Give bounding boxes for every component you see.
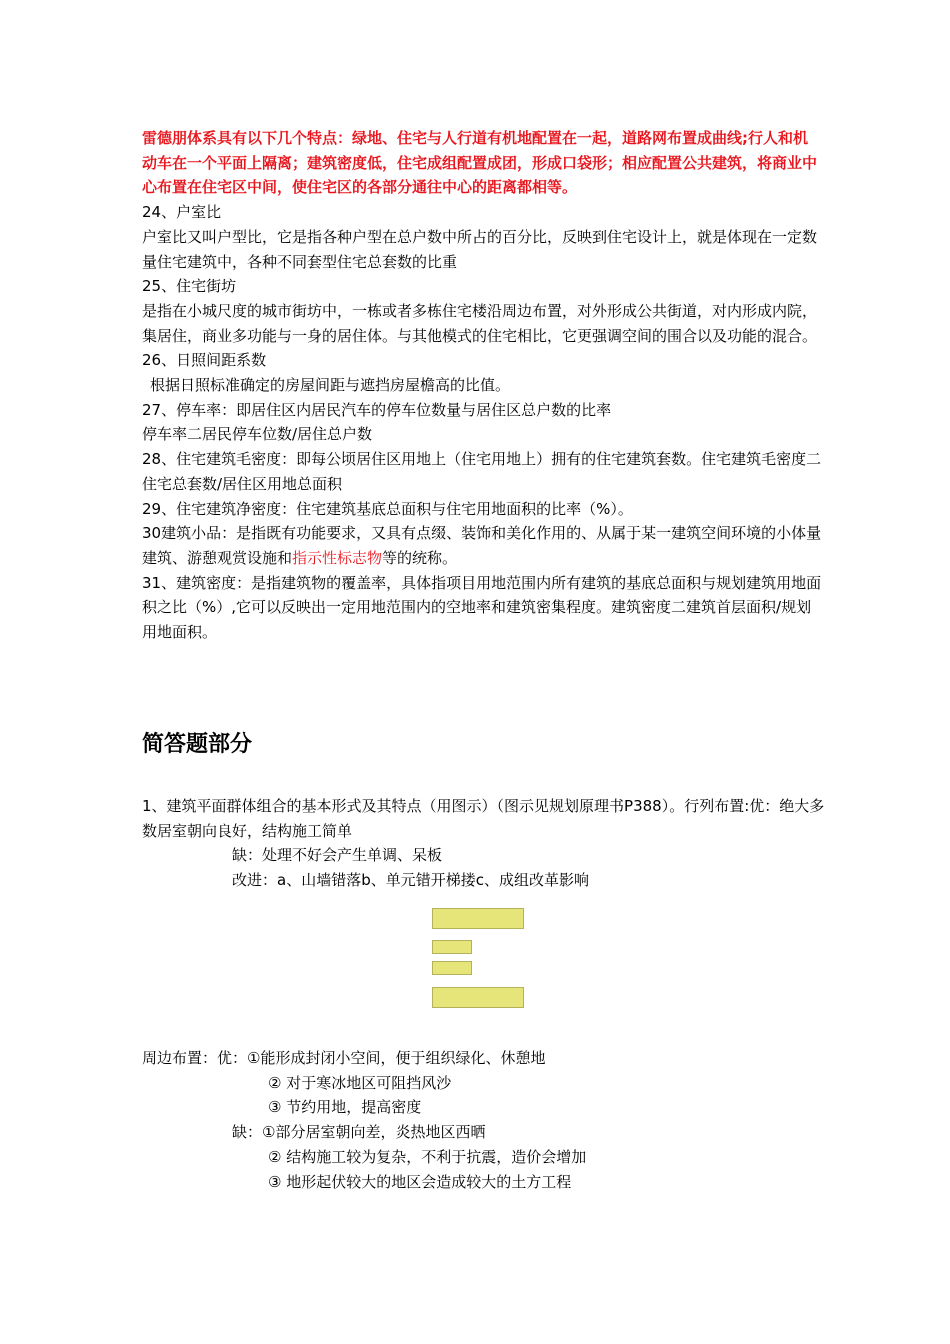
item-31: 31、建筑密度：是指建筑物的覆盖率，具体指项目用地范围内所有建筑的基底总面积与规划建筑用地面积之比（%）,它可以反映出一定用地范围内的空地率和建筑密集程度。建筑密度二建筑首层面积/规划用地面积。 bbox=[142, 573, 822, 642]
perimeter-pros-2: ② 对于寒冰地区可阻挡风沙 bbox=[268, 1073, 452, 1092]
item-24-heading: 24、户室比 bbox=[142, 203, 222, 222]
perimeter-cons-1: 缺：①部分居室朝向差，炎热地区西晒 bbox=[232, 1123, 486, 1142]
item-25-heading: 25、住宅街坊 bbox=[142, 277, 237, 296]
q1-improve: 改进：a、山墙错落b、单元错开梯搂c、成组改革影响 bbox=[232, 871, 589, 890]
item-30-highlight: 指示性标志物 bbox=[292, 548, 383, 567]
item-30-pre: 30建筑小品：是指既有功能要求，又具有点缀、装饰和美化作用的、从属于某一建筑空间环境的小体量建筑、游憩观赏设施和 bbox=[142, 524, 822, 567]
row-layout-diagram bbox=[432, 906, 532, 1016]
diagram-bar bbox=[432, 961, 472, 975]
item-27-heading: 27、停车率：即居住区内居民汽车的停车位数量与居住区总户数的比率 bbox=[142, 400, 612, 419]
item-29: 29、住宅建筑净密度：住宅建筑基底总面积与住宅用地面积的比率（%）。 bbox=[142, 499, 633, 518]
question-1 bbox=[142, 794, 832, 893]
item-27-body: 停车率二居民停车位数/居住总户数 bbox=[142, 425, 373, 444]
perimeter-layout bbox=[142, 1046, 832, 1194]
item-26-heading: 26、日照间距系数 bbox=[142, 351, 267, 370]
perimeter-pros-1: 周边布置：优：①能形成封闭小空间，便于组织绿化、休憩地 bbox=[142, 1049, 546, 1067]
diagram-bar bbox=[432, 987, 524, 1008]
item-25-body: 是指在小城尺度的城市街坊中，一栋或者多栋住宅楼沿周边布置，对外形成公共街道，对内形成内院，集居住，商业多功能与一身的居住体。与其他模式的住宅相比，它更强调空间的围合以及功能的混合。 bbox=[142, 301, 818, 345]
perimeter-pros-3: ③ 节约用地，提高密度 bbox=[268, 1098, 422, 1117]
document-page bbox=[142, 126, 825, 1191]
section-title: 简答题部分 bbox=[142, 732, 253, 757]
q1-intro: 1、建筑平面群体组合的基本形式及其特点（用图示）（图示见规划原理书P388）。行列布置:优：绝大多数居室朝向良好，结构施工简单 bbox=[142, 797, 825, 840]
item-26-body: 根据日照标准确定的房屋间距与遮挡房屋檐高的比值。 bbox=[150, 376, 511, 395]
item-24-body: 户室比又叫户型比，它是指各种户型在总户数中所占的百分比，反映到住宅设计上，就是体现在一定数量住宅建筑中，各种不同套型住宅总套数的比重 bbox=[142, 227, 818, 271]
q1-cons: 缺：处理不好会产生单调、呆板 bbox=[232, 846, 443, 865]
diagram-bar bbox=[432, 908, 524, 929]
item-28: 28、住宅建筑毛密度：即每公顷居住区用地上（住宅用地上）拥有的住宅建筑套数。住宅建筑毛密度二住宅总套数/居住区用地总面积 bbox=[142, 450, 822, 493]
diagram-bar bbox=[432, 940, 472, 954]
perimeter-cons-2: ② 结构施工较为复杂，不利于抗震，造价会增加 bbox=[268, 1147, 587, 1166]
item-30 bbox=[142, 521, 822, 570]
item-30-post: 等的统称。 bbox=[382, 548, 458, 567]
perimeter-cons-3: ③ 地形起伏较大的地区会造成较大的土方工程 bbox=[268, 1172, 572, 1191]
radburn-features: 雷德朋体系具有以下几个特点：绿地、住宅与人行道有机地配置在一起，道路网布置成曲线;行人和机动车在一个平面上隔离；建筑密度低，住宅成组配置成团，形成口袋形；相应配置公共建筑，将商业中心布置在住宅区中间，使住宅区的各部分通往中心的距离都相等。 bbox=[142, 129, 818, 197]
